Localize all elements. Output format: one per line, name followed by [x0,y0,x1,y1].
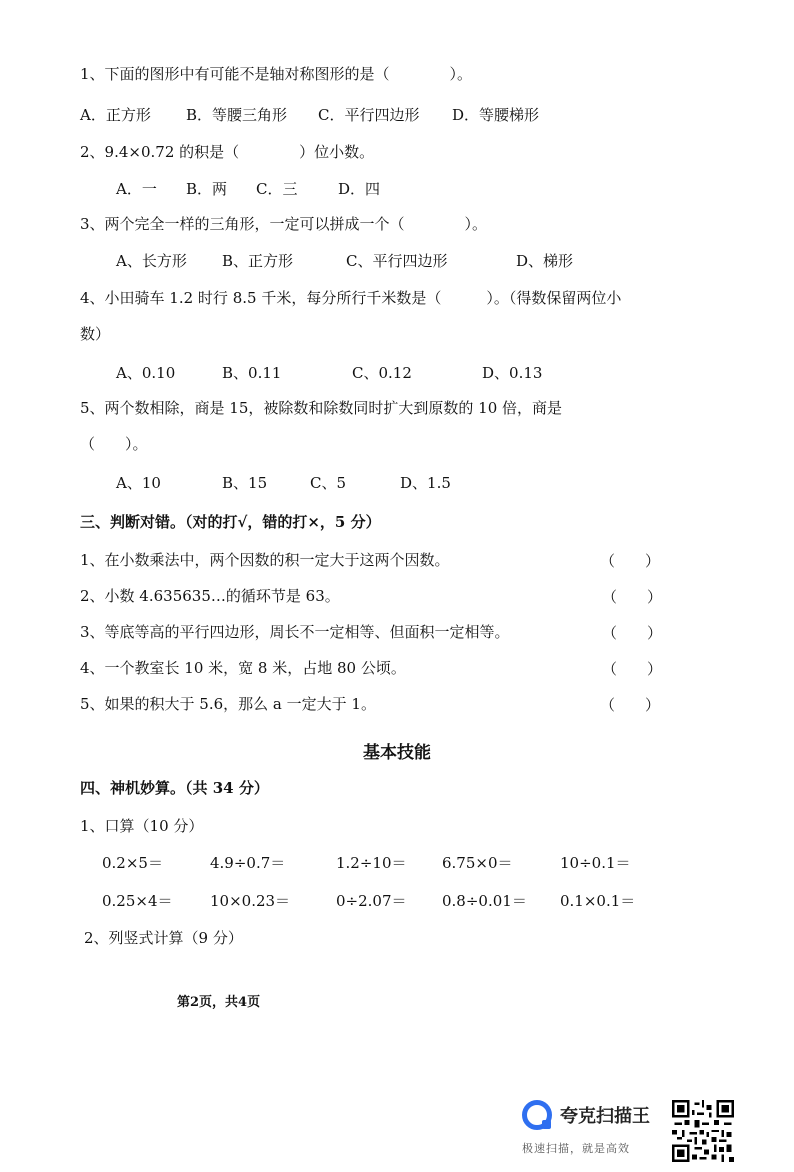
option-a: A．正方形 [80,106,151,124]
option-a: A、0.10 [116,364,176,382]
oral-calc-item: 10÷0.1＝ [560,854,631,872]
judge-item-1: 1、在小数乘法中，两个因数的积一定大于这两个因数。 [80,551,450,569]
option-b: B、正方形 [222,252,294,270]
calc-sub1: 1、口算（10 分） [80,817,204,835]
question-5-text-line2: （ ）。 [80,435,148,453]
option-a: A、10 [116,474,161,492]
oral-calc-item: 4.9÷0.7＝ [210,854,286,872]
option-b: B．两 [186,180,228,198]
oral-calc-item: 0÷2.07＝ [336,892,407,910]
option-d: D、梯形 [516,252,574,270]
watermark-name: 夸克扫描王 [560,1106,650,1127]
option-d: D．等腰梯形 [452,106,540,124]
calc-sub2: 2、列竖式计算（9 分） [84,929,243,947]
question-3-text: 3、两个完全一样的三角形，一定可以拼成一个（ ）。 [80,215,488,233]
judge-answer-paren-4: （ ） [602,660,663,678]
judge-heading: 三、判断对错。（对的打√，错的打×，5 分） [80,513,381,531]
question-4-text-line2: 数） [80,325,111,343]
watermark-slogan: 极速扫描，就是高效 [522,1142,630,1155]
judge-item-3: 3、等底等高的平行四边形，周长不一定相等、但面积一定相等。 [80,623,510,641]
option-d: D、1.5 [400,474,451,492]
question-4-text-line1: 4、小田骑车 1.2 时行 8.5 千米，每分所行千米数是（ ）。（得数保留两位小 [80,289,622,307]
judge-item-4: 4、一个教室长 10 米，宽 8 米，占地 80 公顷。 [80,659,406,677]
oral-calc-item: 0.2×5＝ [102,854,163,872]
section-title: 基本技能 [363,743,431,763]
scanner-watermark [522,1100,742,1162]
option-b: B、15 [222,474,268,492]
oral-calc-item: 1.2÷10＝ [336,854,407,872]
judge-answer-paren-5: （ ） [600,696,661,714]
question-2-text: 2、9.4×0.72 的积是（ ）位小数。 [80,143,375,161]
option-c: C、平行四边形 [346,252,448,270]
option-c: C、5 [310,474,347,492]
judge-answer-paren-3: （ ） [602,624,663,642]
qr-code-icon [672,1100,734,1162]
option-b: B．等腰三角形 [186,106,288,124]
oral-calc-item: 10×0.23＝ [210,892,291,910]
question-5-text-line1: 5、两个数相除，商是 15，被除数和除数同时扩大到原数的 10 倍，商是 [80,399,563,417]
oral-calc-item: 6.75×0＝ [442,854,513,872]
option-b: B、0.11 [222,364,282,382]
calc-heading: 四、神机妙算。（共 34 分） [80,779,269,797]
judge-item-5: 5、如果的积大于 5.6，那么 a 一定大于 1。 [80,695,376,713]
oral-calc-item: 0.8÷0.01＝ [442,892,527,910]
option-c: C．平行四边形 [318,106,420,124]
option-a: A、长方形 [116,252,187,270]
question-1-text: 1、下面的图形中有可能不是轴对称图形的是（ ）。 [80,65,473,83]
option-d: D、0.13 [482,364,543,382]
option-d: D．四 [338,180,381,198]
judge-item-2: 2、小数 4.635635…的循环节是 63。 [80,587,340,605]
judge-answer-paren-2: （ ） [602,588,663,606]
judge-answer-paren-1: （ ） [600,552,661,570]
scanner-logo-icon [522,1100,552,1130]
oral-calc-item: 0.1×0.1＝ [560,892,636,910]
option-c: C、0.12 [352,364,412,382]
option-c: C．三 [256,180,298,198]
option-a: A．一 [116,180,157,198]
page-footer: 第2页，共4页 [177,995,261,1010]
oral-calc-item: 0.25×4＝ [102,892,173,910]
